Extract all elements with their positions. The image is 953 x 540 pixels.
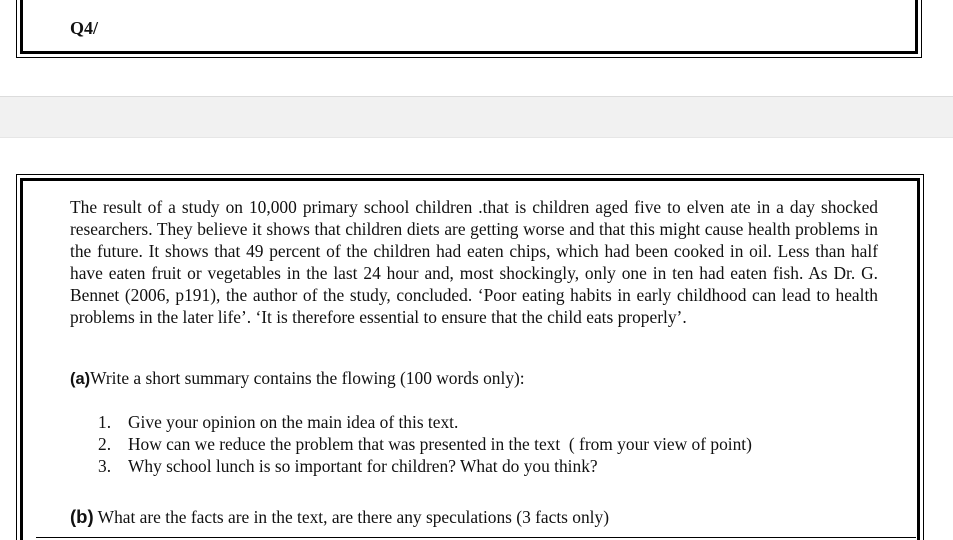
list-item-text: Give your opinion on the main idea of this text.: [128, 412, 459, 432]
divider: [36, 537, 916, 538]
part-b-text: What are the facts are in the text, are there any speculations (3 facts only): [93, 507, 610, 527]
page-separator: [0, 96, 953, 138]
list-item: [98, 411, 752, 433]
list-item-number: 3.: [98, 456, 112, 476]
list-item: [98, 455, 752, 477]
part-b-tag: (b): [70, 506, 94, 527]
part-a-text: Write a short summary contains the flowing (100 words only):: [90, 368, 525, 388]
list-item-number: 2.: [98, 434, 112, 454]
reading-passage: The result of a study on 10,000 primary school children .that is children aged five to elven ate in a day shocked researchers. They believe it shows that children diets are getting worse and that this might cause health problems in the future. It shows that 49 percent of the children had eaten chips, which had been cooked in oil. Less than half have eaten fruit or vegetables in the last 24 hour and, most shockingly, only one in ten had eaten fish. As Dr. G. Bennet (2006, p191), the author of the study, concluded. ‘Poor eating habits in early childhood can lead to health problems in the later life’. ‘It is therefore essential to ensure that the child eats properly’.: [70, 197, 878, 327]
part-a-instruction: [70, 367, 525, 390]
question-header-inner-frame: [20, 0, 918, 54]
list-item-text: How can we reduce the problem that was presented in the text ( from your view of point): [128, 434, 752, 454]
part-a-question-list: [98, 411, 752, 477]
part-a-tag: (a): [70, 370, 91, 388]
list-item-number: 1.: [98, 412, 112, 432]
list-item-text: Why school lunch is so important for children? What do you think?: [128, 456, 598, 476]
part-b-instruction: [70, 506, 609, 528]
list-item: [98, 433, 752, 455]
question-label: Q4/: [70, 18, 99, 38]
question-header-frame: [16, 0, 922, 58]
